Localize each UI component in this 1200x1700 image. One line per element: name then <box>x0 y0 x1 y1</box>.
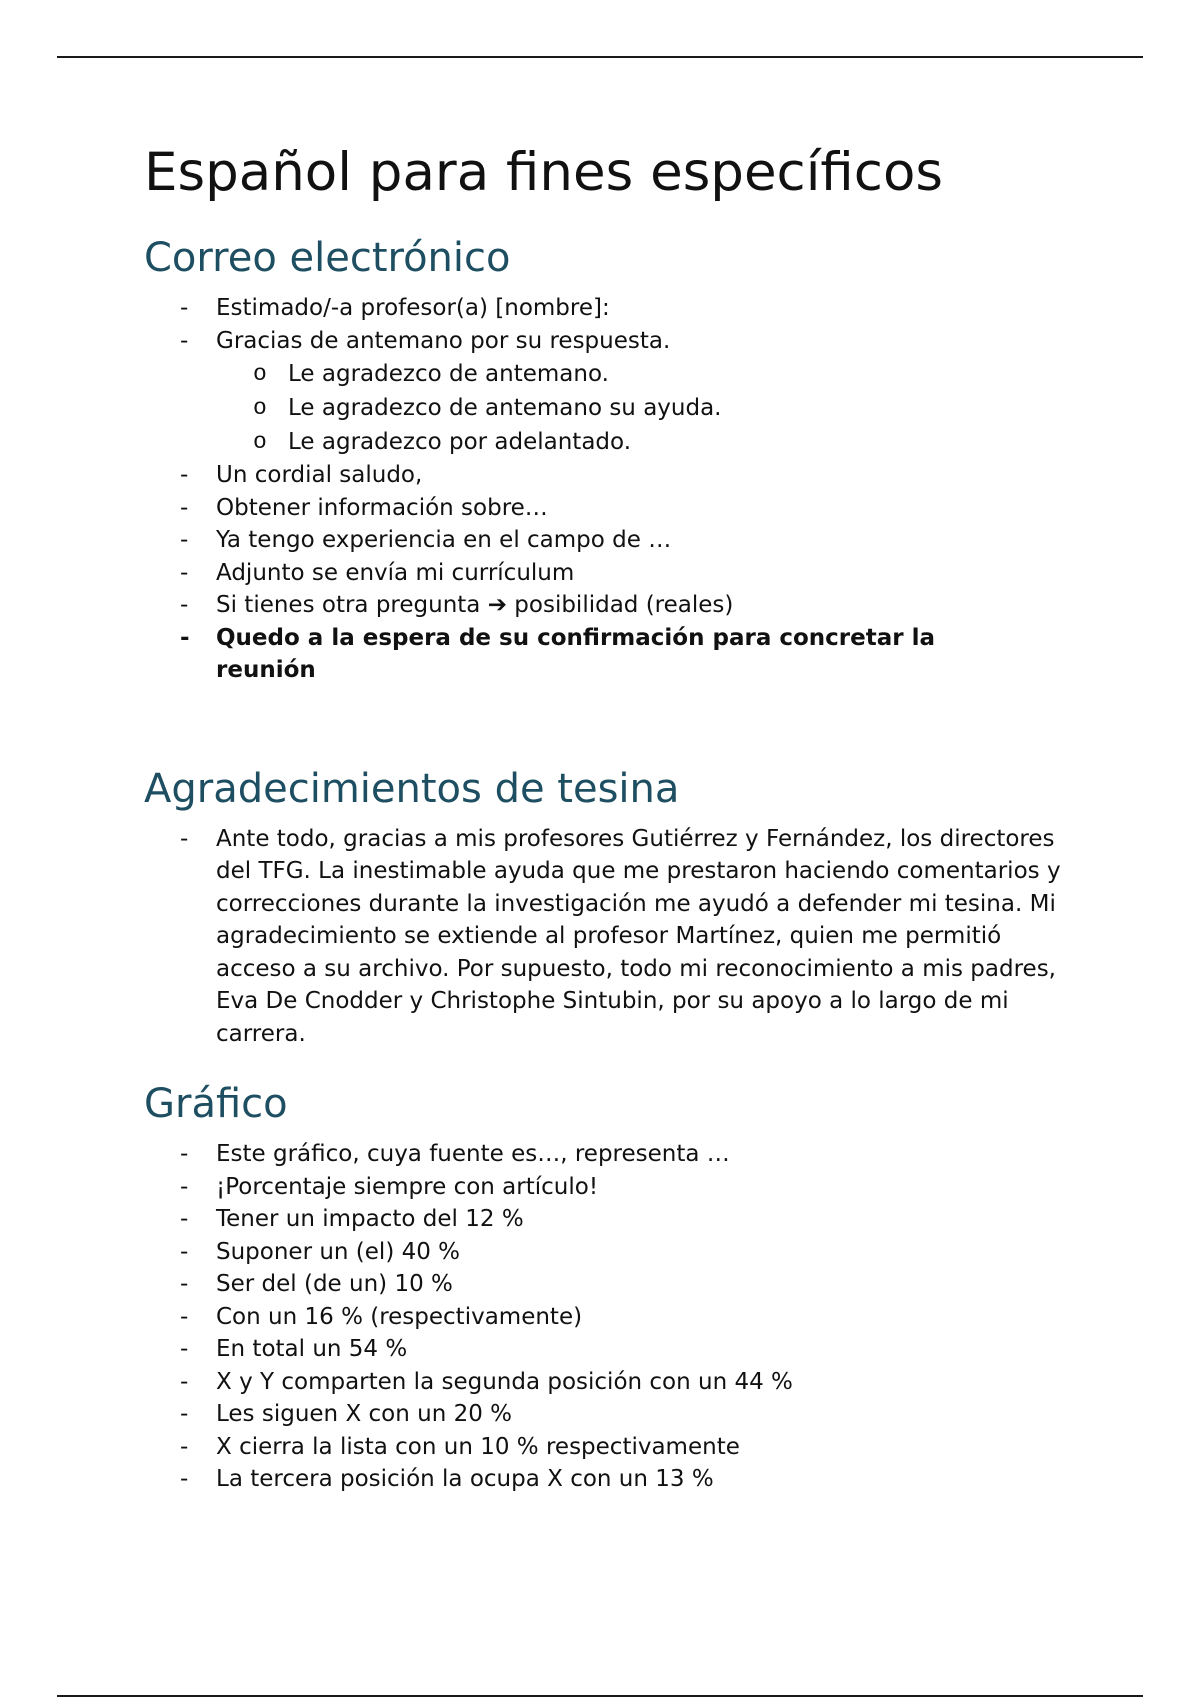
dash-bullet: - <box>180 1336 189 1362</box>
dash-bullet: - <box>180 527 189 553</box>
sublist-item-text: Le agradezco por adelantado. <box>288 429 632 455</box>
dash-bullet: - <box>180 1206 189 1232</box>
dash-bullet: - <box>180 295 189 321</box>
circle-bullet: o <box>253 429 267 455</box>
list-item <box>144 325 1064 460</box>
list-item-text: ¡Porcentaje siempre con artículo! <box>216 1173 599 1200</box>
list-item <box>144 1236 1064 1269</box>
list-item <box>144 1138 1064 1171</box>
dash-bullet: - <box>180 1271 189 1297</box>
graph-list <box>144 1138 1064 1496</box>
page-title: Español para fines específicos <box>144 142 943 203</box>
list-item <box>144 823 1064 1051</box>
list-item <box>144 1366 1064 1399</box>
list-item <box>144 1333 1064 1366</box>
list-item <box>144 292 1064 325</box>
list-item <box>144 557 1064 590</box>
list-item-text: Obtener información sobre… <box>216 494 548 521</box>
sublist-item <box>144 425 1064 459</box>
document-body <box>144 140 1064 1496</box>
sublist-item <box>144 357 1064 391</box>
list-item <box>144 1398 1064 1431</box>
section-heading-graph: Gráfico <box>144 1081 288 1127</box>
dash-bullet: - <box>180 1238 189 1265</box>
dash-bullet: - <box>180 1433 189 1460</box>
list-item-text: Ante todo, gracias a mis profesores Gutiérrez y Fernández, los directores del TFG. La inestimable ayuda que me prestaron haciendo comentarios y correcciones durante la investigación me ayudó a defender mi tesina. Mi agradecimiento se extiende al profesor Martínez, quien me permitió acceso a su archivo. Por supuesto, todo mi reconocimiento a mis padres, Eva De Cnodder y Christophe Sintubin, por su apoyo a lo largo de mi carrera. <box>216 825 1061 1047</box>
circle-bullet: o <box>253 361 267 387</box>
list-item-text: X y Y comparten la segunda posición con un 44 % <box>216 1368 793 1395</box>
dash-bullet: - <box>180 1173 189 1200</box>
list-item <box>144 492 1064 525</box>
list-item-text: Estimado/-a profesor(a) [nombre]: <box>216 295 610 321</box>
section-email <box>144 232 1064 687</box>
list-item-text: Gracias de antemano por su respuesta. <box>216 327 671 354</box>
list-item <box>144 1171 1064 1204</box>
list-item-text: La tercera posición la ocupa X con un 13 % <box>216 1466 714 1492</box>
top-rule <box>57 56 1143 58</box>
dash-bullet: - <box>180 825 189 852</box>
list-item <box>144 1463 1064 1496</box>
list-item-text: Este gráfico, cuya fuente es…, representa … <box>216 1141 730 1167</box>
list-item <box>144 1203 1064 1236</box>
list-item <box>144 589 1064 622</box>
list-item-text: Quedo a la espera de su confirmación para concretar la reunión <box>216 624 935 683</box>
sublist-item-text: Le agradezco de antemano su ayuda. <box>288 395 722 421</box>
list-item-text: Tener un impacto del 12 % <box>216 1206 524 1232</box>
list-item-text: Un cordial saludo, <box>216 462 423 488</box>
email-sublist <box>144 357 1064 459</box>
dash-bullet: - <box>180 462 189 488</box>
sublist-item-text: Le agradezco de antemano. <box>288 361 609 387</box>
list-item-text: Suponer un (el) 40 % <box>216 1238 461 1265</box>
list-item-text: Ser del (de un) 10 % <box>216 1271 453 1297</box>
dash-bullet: - <box>180 327 189 354</box>
email-list <box>144 292 1064 687</box>
list-item-text: Si tienes otra pregunta ➔ posibilidad (reales) <box>216 592 734 618</box>
list-item-text: Adjunto se envía mi currículum <box>216 559 575 586</box>
list-item <box>144 1268 1064 1301</box>
list-item-text: X cierra la lista con un 10 % respectivamente <box>216 1433 740 1460</box>
list-item <box>144 1301 1064 1334</box>
list-item <box>144 1431 1064 1464</box>
list-item <box>144 622 1064 687</box>
dash-bullet: - <box>180 592 189 618</box>
dash-bullet: - <box>180 494 189 521</box>
dash-bullet: - <box>180 559 189 586</box>
list-item-text: En total un 54 % <box>216 1336 408 1362</box>
dash-bullet: - <box>180 1141 189 1167</box>
dash-bullet: - <box>180 1303 189 1330</box>
section-heading-email: Correo electrónico <box>144 235 511 281</box>
bottom-rule <box>57 1695 1143 1697</box>
dash-bullet: - <box>180 1466 189 1492</box>
circle-bullet: o <box>253 395 267 421</box>
dash-bullet: - <box>180 1368 189 1395</box>
section-graph <box>144 1078 1064 1496</box>
list-item-text: Les siguen X con un 20 % <box>216 1401 513 1427</box>
section-thesis <box>144 763 1064 1051</box>
list-item <box>144 524 1064 557</box>
section-heading-thesis: Agradecimientos de tesina <box>144 765 680 812</box>
list-item-text: Ya tengo experiencia en el campo de … <box>216 527 672 553</box>
thesis-list <box>144 823 1064 1051</box>
dash-bullet: - <box>180 1401 189 1427</box>
list-item-text: Con un 16 % (respectivamente) <box>216 1303 583 1330</box>
dash-bullet: - <box>180 624 190 651</box>
sublist-item <box>144 391 1064 425</box>
list-item <box>144 459 1064 492</box>
